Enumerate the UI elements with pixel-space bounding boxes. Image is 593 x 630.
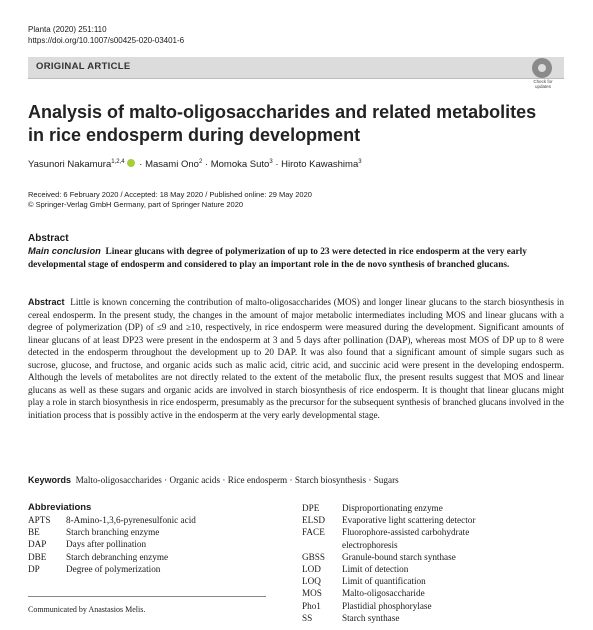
abbreviation-term: LOQ [302,576,321,587]
abbreviation-definition: Degree of polymerization [66,563,161,574]
abbreviation-row [302,575,426,587]
abstract-paragraph [28,296,564,421]
article-title: Analysis of malto-oligosaccharides and related metabolites in rice endosperm during development [28,102,537,145]
author-affiliation: 3 [269,159,273,165]
abbreviation-definition: Starch debranching enzyme [66,551,169,562]
author-name[interactable]: Yasunori Nakamura [28,159,112,171]
abbreviation-definition: Evaporative light scattering detector [342,515,476,526]
author-separator: · [136,159,146,171]
footnote-divider [28,596,266,597]
abbreviation-definition: Disproportionating enzyme [342,503,443,513]
abbreviation-row [302,563,408,575]
author-affiliation: 2 [198,159,203,165]
main-conclusion [28,245,564,271]
abbreviation-definition: Granule-bound starch synthase [342,551,456,562]
abbreviation-term: LOD [302,564,321,574]
abbreviation-definition: Starch branching enzyme [66,527,160,538]
publication-dates [28,190,312,210]
abbreviation-definition: Malto-oligosaccharide [342,588,425,599]
abbreviation-term: DAP [28,539,47,550]
main-conclusion-text: Linear glucans with degree of polymerization of up to 23 were detected in rice endosperm at the very early developmental stage of endosperm and considered to play an important role in the de novo synthesis of branched glucans. [28,247,527,270]
update-icon [532,58,552,78]
abbreviation-definition: Plastidial phosphorylase [342,600,432,611]
check-for-updates-label: Check for updates [533,79,553,89]
abbreviation-row [302,612,399,624]
abbreviation-definition: Days after pollination [66,539,147,550]
abbreviation-row [302,551,456,563]
article-type-label: ORIGINAL ARTICLE [36,61,131,72]
author-affiliation: 1,2,4 [111,159,125,165]
abbreviation-row [28,514,196,526]
abbreviation-row [28,538,146,550]
abstract-heading: Abstract [28,233,69,244]
abbreviation-definition: Fluorophore-assisted carbohydrate [342,527,470,538]
abbreviation-term: GBSS [302,551,325,562]
abbreviation-row [302,514,475,526]
abbreviation-definition: Limit of detection [342,564,409,574]
article-type-banner [28,57,564,79]
check-for-updates-badge[interactable] [526,58,560,92]
abbreviation-term: SS [302,612,313,623]
abbreviation-definition: 8-Amino-1,3,6-pyrenesulfonic acid [66,515,196,525]
author-name[interactable]: Hiroto Kawashima [281,159,359,171]
keywords-text: Malto-oligosaccharides · Organic acids · Rice endosperm · Starch biosynthesis · Sugars [75,475,399,485]
abbreviation-term: FACE [302,527,325,538]
communicated-by: Communicated by Anastasios Melis. [28,605,146,614]
abbreviation-definition: Limit of quantification [342,576,426,587]
copyright-line: © Springer-Verlag GmbH Germany, part of Springer Nature 2020 [28,200,244,209]
author-separator: · [202,159,211,171]
abbreviation-term: MOS [302,588,322,599]
keywords [28,474,564,486]
author-affiliation: 3 [358,159,362,165]
abbreviation-term: BE [28,527,40,538]
abbreviation-row [302,600,432,612]
abstract-text: Little is known concerning the contribution of malto-oligosaccharides (MOS) and longer linear glucans to the starch biosynthesis in cereal endosperm. In the present study, the changes in the amount of major metabolic intermediates including MOS and linear glucans with a degree of polymerization (DP) of ≤9 and ≥10, respectively, in rice endosperm were measured during the development. Significant amounts of linear glucans of at least DP23 were present in the endosperm at 3 and 5 days after pollination (DAP), whereas most MOS of DP up to 8 were detected in the endosperm throughout the development up to 20 DAP. It was also found that a significant amount of simple sugars such as sucrose, glucose, and fructose, and organic acids such as malic acid, citric acid, and succinic acid were present in the developing endosperm. Although the levels of metabolites are not directly related to the extent of the metabolic flux, the present results suggest that MOS and linear glucans as well as these sugars and organic acids are involved in starch biosynthesis of rice endosperm. It is thought that linear glucans might play a role in starch biosynthesis in rice endosperm, presumably as the precursor for the subsequent synthesis of branched glucans involved in the initiation process that is possibly active in the endosperm at the very early developmental stage. [28,297,565,420]
author-list [28,156,362,171]
keywords-label: Keywords [28,475,72,485]
author-name[interactable]: Masami Ono [145,159,199,171]
abbreviation-term: DPE [302,503,320,513]
abbreviation-term: DBE [28,551,47,562]
abbreviation-row [302,526,469,538]
abbreviation-row [302,587,425,599]
main-conclusion-label: Main conclusion [28,246,101,256]
doi-link[interactable]: https://doi.org/10.1007/s00425-020-03401-6 [28,36,185,45]
abbreviation-term: APTS [28,515,51,525]
abbreviation-row [28,551,168,563]
abstract-label: Abstract [28,297,65,307]
abbreviation-definition: electrophoresis [342,539,398,550]
author-separator: · [272,159,282,171]
abbreviation-term: DP [28,563,40,574]
orcid-icon[interactable] [127,159,135,167]
author-name[interactable]: Momoka Suto [210,159,270,171]
abbreviations-heading: Abbreviations [28,502,92,513]
journal-citation: Planta (2020) 251:110 [28,25,107,34]
journal-header [28,24,184,46]
abbreviation-term: ELSD [302,515,325,526]
abbreviation-row [28,526,159,538]
dates-line: Received: 6 February 2020 / Accepted: 18 May 2020 / Published online: 29 May 2020 [28,190,312,199]
abbreviation-row [28,563,160,575]
abbreviation-definition: Starch synthase [342,612,400,623]
abbreviation-term: Pho1 [302,600,321,611]
abbreviation-row [302,502,443,514]
abbreviation-row [302,539,398,551]
